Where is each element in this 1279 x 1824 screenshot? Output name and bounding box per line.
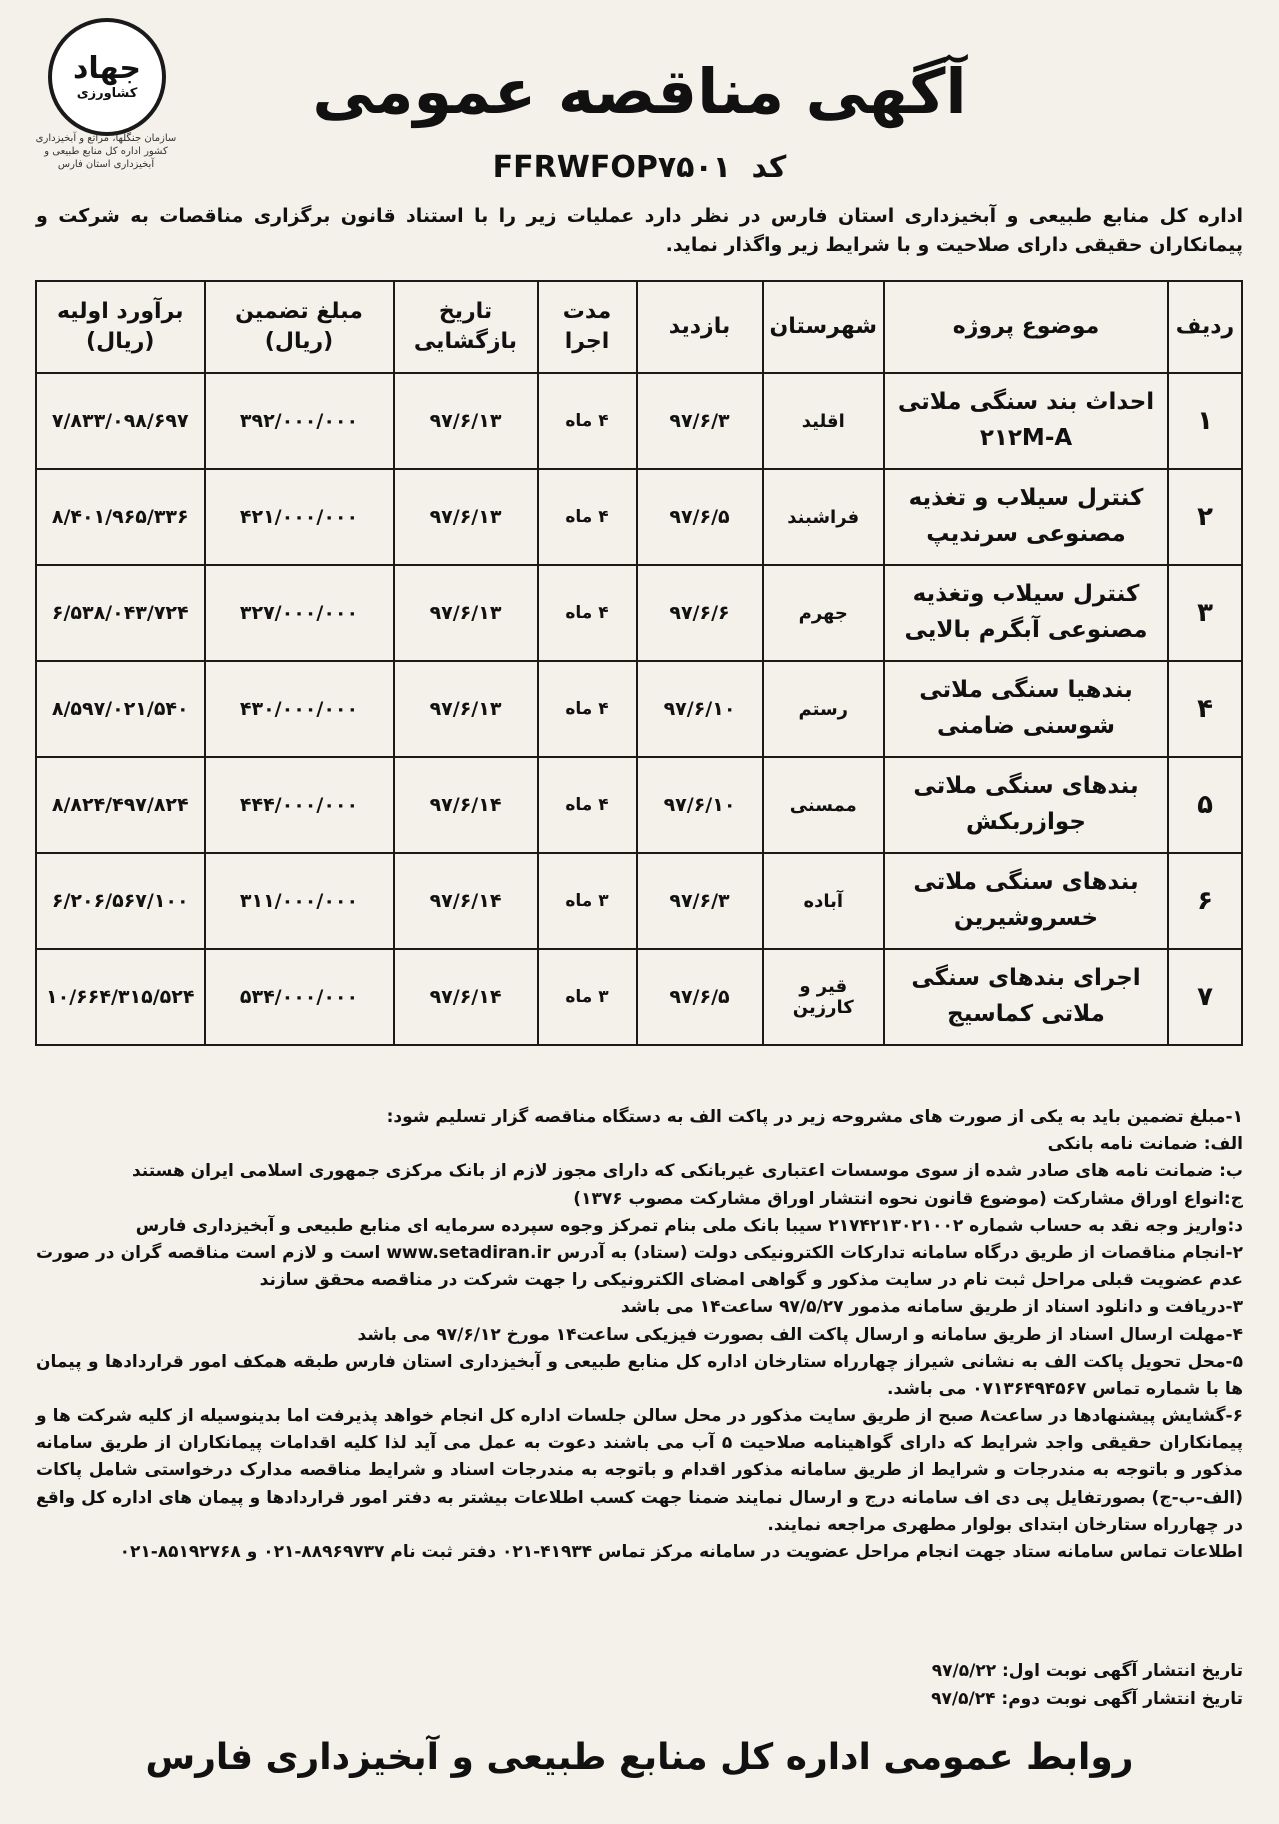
- cell-estimate: ۶/۵۳۸/۰۴۳/۷۲۴: [36, 565, 205, 661]
- cell-row-number: ۳: [1168, 565, 1242, 661]
- cell-duration: ۳ ماه: [538, 949, 637, 1045]
- note-option-c: ج:انواع اوراق مشارکت (موضوع قانون نحوه انتشار اوراق مشارکت مصوب ۱۳۷۶): [573, 1188, 1243, 1209]
- cell-subject: کنترل سیلاب و تغذیه مصنوعی سرندیپ: [884, 469, 1168, 565]
- table-row: [36, 757, 1242, 853]
- cell-row-number: ۶: [1168, 853, 1242, 949]
- cell-subject: بندهیا سنگی ملاتی شوسنی ضامنی: [884, 661, 1168, 757]
- cell-duration: ۴ ماه: [538, 373, 637, 469]
- table-row: [36, 661, 1242, 757]
- cell-visit: ۹۷/۶/۳: [637, 373, 763, 469]
- cell-duration: ۴ ماه: [538, 469, 637, 565]
- note-option-b: ب: ضمانت نامه های صادر شده از سوی موسسات اعتباری غیربانکی که دارای مجوز لازم از بانک مرکزی جمهوری اسلامی ایران هستند: [131, 1161, 1243, 1182]
- cell-opening: ۹۷/۶/۱۳: [394, 469, 538, 565]
- cell-estimate: ۸/۵۹۷/۰۲۱/۵۴۰: [36, 661, 205, 757]
- code-label: کد: [751, 150, 787, 185]
- cell-estimate: ۸/۸۲۴/۴۹۷/۸۲۴: [36, 757, 205, 853]
- cell-row-number: ۷: [1168, 949, 1242, 1045]
- cell-duration: ۴ ماه: [538, 565, 637, 661]
- cell-city: ممسنی: [763, 757, 885, 853]
- header-estimate: برآورد اولیه (ریال): [36, 281, 205, 373]
- header-row-number: ردیف: [1168, 281, 1242, 373]
- tender-table: [35, 280, 1243, 1046]
- header-visit: بازدید: [637, 281, 763, 373]
- note-setad-portal: ۲-انجام مناقصات از طریق درگاه سامانه تدارکات الکترونیکی دولت (ستاد) به آدرس www.setadiran.ir است و لازم است مناقصه گران در صورت عدم عضویت قبلی مراحل ثبت نام در سایت مذکور و گواهی امضای الکترونیکی را جهت شرکت در مناقصه محقق سازند: [36, 1242, 1243, 1291]
- cell-opening: ۹۷/۶/۱۴: [394, 949, 538, 1045]
- note-option-d: د:واریز وجه نقد به حساب شماره ۲۱۷۴۲۱۳۰۲۱۰۰۲ سیبا بانک ملی بنام تمرکز وجوه سپرده سرمایه ای منابع طبیعی و آبخیزداری فارس: [135, 1215, 1243, 1236]
- page-title: آگهی مناقصه عمومی: [312, 55, 967, 128]
- cell-row-number: ۴: [1168, 661, 1242, 757]
- cell-guarantee: ۴۴۴/۰۰۰/۰۰۰: [205, 757, 394, 853]
- note-delivery-address: ۵-محل تحویل پاکت الف به نشانی شیراز چهارراه ستارخان اداره کل منابع طبیعی و آبخیزداری استان فارس طبقه همکف امور قراردادها و پیمان ها با شماره تماس ۰۷۱۳۶۴۹۴۵۶۷ می باشد.: [36, 1351, 1243, 1399]
- cell-subject: بندهای سنگی ملاتی خسروشیرین: [884, 853, 1168, 949]
- cell-opening: ۹۷/۶/۱۳: [394, 565, 538, 661]
- cell-row-number: ۲: [1168, 469, 1242, 565]
- table-row: [36, 853, 1242, 949]
- header-opening: تاریخ بازگشایی: [394, 281, 538, 373]
- cell-city: اقلید: [763, 373, 885, 469]
- tender-code: [0, 150, 1279, 185]
- cell-subject: کنترل سیلاب وتغذیه مصنوعی آبگرم بالایی: [884, 565, 1168, 661]
- cell-row-number: ۱: [1168, 373, 1242, 469]
- cell-duration: ۳ ماه: [538, 853, 637, 949]
- cell-guarantee: ۳۹۲/۰۰۰/۰۰۰: [205, 373, 394, 469]
- cell-opening: ۹۷/۶/۱۳: [394, 373, 538, 469]
- cell-subject: بندهای سنگی ملاتی جوازربکش: [884, 757, 1168, 853]
- logo-caption: سازمان جنگلها، مراتع و آبخیزداری کشور اداره کل منابع طبیعی و آبخیزداری استان فارس: [35, 133, 177, 170]
- code-value: FFRWFOP۷۵۰۱: [492, 150, 732, 185]
- table-row: [36, 469, 1242, 565]
- cell-visit: ۹۷/۶/۵: [637, 469, 763, 565]
- note-contact-info: اطلاعات تماس سامانه ستاد جهت انجام مراحل عضویت در سامانه مرکز تماس ۴۱۹۳۴-۰۲۱ دفتر ثبت نام ۸۸۹۶۹۷۳۷-۰۲۱ و ۸۵۱۹۲۷۶۸-۰۲۱: [119, 1542, 1243, 1562]
- cell-subject: احداث بند سنگی ملاتی ۲۱۲M-A: [884, 373, 1168, 469]
- cell-city: جهرم: [763, 565, 885, 661]
- cell-guarantee: ۵۳۴/۰۰۰/۰۰۰: [205, 949, 394, 1045]
- cell-guarantee: ۴۲۱/۰۰۰/۰۰۰: [205, 469, 394, 565]
- header-city: شهرستان: [763, 281, 885, 373]
- publication-date-first: تاریخ انتشار آگهی نوبت اول: ۹۷/۵/۲۲: [931, 1661, 1243, 1681]
- cell-duration: ۴ ماه: [538, 757, 637, 853]
- cell-guarantee: ۳۲۷/۰۰۰/۰۰۰: [205, 565, 394, 661]
- cell-visit: ۹۷/۶/۵: [637, 949, 763, 1045]
- cell-guarantee: ۳۱۱/۰۰۰/۰۰۰: [205, 853, 394, 949]
- header-guarantee: مبلغ تضمین (ریال): [205, 281, 394, 373]
- table-header-row: [36, 281, 1242, 373]
- publication-date-second: تاریخ انتشار آگهی نوبت دوم: ۹۷/۵/۲۴: [931, 1689, 1243, 1710]
- cell-opening: ۹۷/۶/۱۳: [394, 661, 538, 757]
- cell-visit: ۹۷/۶/۳: [637, 853, 763, 949]
- cell-city: قیر و کارزین: [763, 949, 885, 1045]
- footer-signature: روابط عمومی اداره کل منابع طبیعی و آبخیزداری فارس: [145, 1737, 1134, 1778]
- publication-dates: [931, 1657, 1243, 1713]
- cell-estimate: ۶/۲۰۶/۵۶۷/۱۰۰: [36, 853, 205, 949]
- table-row: [36, 565, 1242, 661]
- logo-sub: کشاورزی: [76, 85, 138, 101]
- note-submission-deadline: ۴-مهلت ارسال اسناد از طریق سامانه و ارسال پاکت الف بصورت فیزیکی ساعت۱۴ مورخ ۹۷/۶/۱۲ می باشد: [357, 1324, 1243, 1345]
- cell-city: آباده: [763, 853, 885, 949]
- cell-city: فراشبند: [763, 469, 885, 565]
- conditions-notes: [36, 1104, 1243, 1566]
- note-opening-session: ۶-گشایش پیشنهادها در ساعت۸ صبح از طریق سایت مذکور در محل سالن جلسات اداره کل انجام خواهد پذیرفت اما بدینوسیله از کلیه شرکت ها و پیمانکاران حقیقی واجد شرایط که دارای گواهینامه صلاحیت ۵ آب می باشند دعوت به عمل می آید لذا کلیه اقدامات پیمانکاران از طریق سامانه مذکور و باتوجه به مندرجات و شرایط از طریق سامانه مذکور اقدام و باتوجه به مندرجات اسناد و شرایط مناقصه مدارک درخواستی شامل پاکات (الف-ب-ج) بصورتفایل پی دی اف سامانه درج و ارسال نمایند ضمنا جهت کسب اطلاعات بیشتر به دفتر امور قراردادها و پیمان های اداره کل واقع در چهارراه ستارخان ابتدای بولوار مطهری مراجعه نمایند.: [36, 1406, 1244, 1535]
- table-row: [36, 373, 1242, 469]
- intro-text: اداره کل منابع طبیعی و آبخیزداری استان فارس در نظر دارد عملیات زیر را با استناد قانون برگزاری مناقصات به شرکت و پیمانکاران حقیقی دارای صلاحیت و با شرایط زیر واگذار نماید.: [36, 205, 1243, 257]
- note-option-a: الف: ضمانت نامه بانکی: [1047, 1134, 1243, 1155]
- cell-row-number: ۵: [1168, 757, 1242, 853]
- cell-subject: اجرای بندهای سنگی ملاتی کماسیج: [884, 949, 1168, 1045]
- cell-duration: ۴ ماه: [538, 661, 637, 757]
- note-document-download: ۳-دریافت و دانلود اسناد از طریق سامانه مذمور ۹۷/۵/۲۷ ساعت۱۴ می باشد: [620, 1297, 1243, 1318]
- cell-guarantee: ۴۳۰/۰۰۰/۰۰۰: [205, 661, 394, 757]
- cell-opening: ۹۷/۶/۱۴: [394, 757, 538, 853]
- cell-estimate: ۱۰/۶۶۴/۳۱۵/۵۲۴: [36, 949, 205, 1045]
- cell-estimate: ۷/۸۳۳/۰۹۸/۶۹۷: [36, 373, 205, 469]
- header-subject: موضوع پروژه: [884, 281, 1168, 373]
- logo-word: جهاد: [72, 50, 142, 86]
- cell-city: رستم: [763, 661, 885, 757]
- cell-estimate: ۸/۴۰۱/۹۶۵/۳۳۶: [36, 469, 205, 565]
- cell-visit: ۹۷/۶/۶: [637, 565, 763, 661]
- note-guarantee-intro: ۱-مبلغ تضمین باید به یکی از صورت های مشروحه زیر در پاکت الف به دستگاه مناقصه گزار تسلیم شود:: [386, 1107, 1243, 1127]
- cell-visit: ۹۷/۶/۱۰: [637, 757, 763, 853]
- cell-visit: ۹۷/۶/۱۰: [637, 661, 763, 757]
- cell-opening: ۹۷/۶/۱۴: [394, 853, 538, 949]
- table-row: [36, 949, 1242, 1045]
- header-duration: مدت اجرا: [538, 281, 637, 373]
